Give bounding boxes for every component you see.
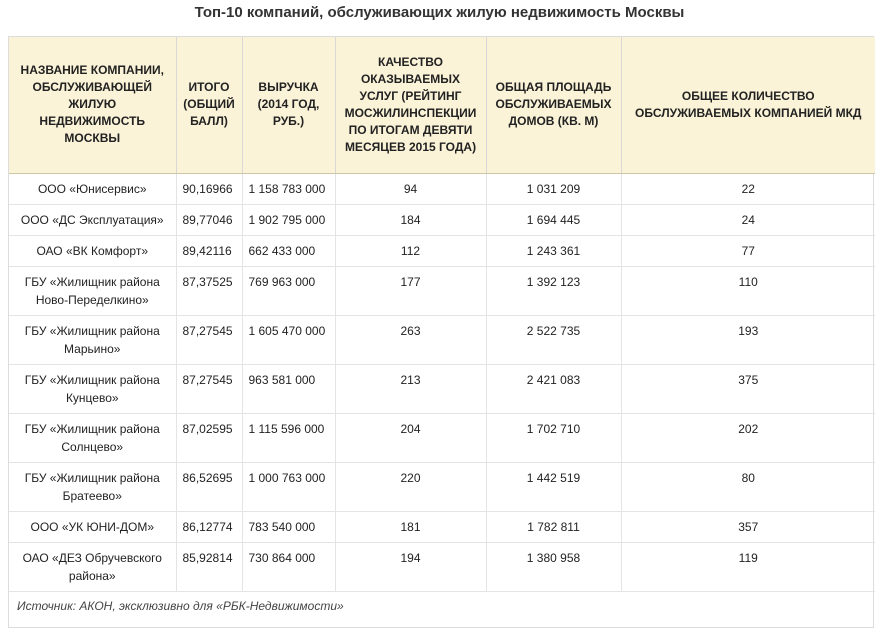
- cell-quality-rating: 177: [335, 266, 486, 315]
- cell-revenue: 963 581 000: [242, 364, 335, 413]
- cell-quality-rating: 94: [335, 173, 486, 204]
- table-row: [9, 462, 875, 511]
- ranking-table: [9, 37, 875, 620]
- cell-quality-rating: 181: [335, 511, 486, 542]
- cell-total-score: 86,52695: [176, 462, 242, 511]
- table-row: [9, 315, 875, 364]
- cell-total-score: 90,16966: [176, 173, 242, 204]
- cell-building-count: 24: [621, 204, 875, 235]
- cell-total-area: 1 694 445: [486, 204, 621, 235]
- cell-revenue: 1 000 763 000: [242, 462, 335, 511]
- cell-company-name: ООО «УК ЮНИ-ДОМ»: [9, 511, 176, 542]
- source-note-row: [9, 591, 875, 620]
- cell-company-name: ООО «ДС Эксплуатация»: [9, 204, 176, 235]
- cell-total-score: 87,02595: [176, 413, 242, 462]
- cell-total-area: 1 442 519: [486, 462, 621, 511]
- cell-total-area: 2 522 735: [486, 315, 621, 364]
- cell-quality-rating: 263: [335, 315, 486, 364]
- cell-building-count: 193: [621, 315, 875, 364]
- cell-building-count: 77: [621, 235, 875, 266]
- cell-total-score: 87,27545: [176, 315, 242, 364]
- table-row: [9, 364, 875, 413]
- column-header-company: НАЗВАНИЕ КОМПАНИИ, ОБСЛУЖИВАЮЩЕЙ ЖИЛУЮ НЕДВИЖИМОСТЬ МОСКВЫ: [9, 37, 176, 173]
- cell-revenue: 662 433 000: [242, 235, 335, 266]
- cell-company-name: ГБУ «Жилищник района Солнцево»: [9, 413, 176, 462]
- cell-revenue: 730 864 000: [242, 542, 335, 591]
- cell-building-count: 202: [621, 413, 875, 462]
- column-header-building-count: ОБЩЕЕ КОЛИЧЕСТВО ОБСЛУЖИВАЕМЫХ КОМПАНИЕЙ МКД: [621, 37, 875, 173]
- column-header-revenue: ВЫРУЧКА (2014 ГОД, РУБ.): [242, 37, 335, 173]
- cell-total-score: 86,12774: [176, 511, 242, 542]
- cell-company-name: ГБУ «Жилищник района Кунцево»: [9, 364, 176, 413]
- cell-building-count: 357: [621, 511, 875, 542]
- table-row: [9, 173, 875, 204]
- cell-total-area: 1 392 123: [486, 266, 621, 315]
- cell-quality-rating: 220: [335, 462, 486, 511]
- cell-total-area: 1 782 811: [486, 511, 621, 542]
- cell-company-name: ГБУ «Жилищник района Ново-Переделкино»: [9, 266, 176, 315]
- column-header-total-area: ОБЩАЯ ПЛОЩАДЬ ОБСЛУЖИВАЕМЫХ ДОМОВ (КВ. М): [486, 37, 621, 173]
- table-row: [9, 413, 875, 462]
- column-header-quality-rating: КАЧЕСТВО ОКАЗЫВАЕМЫХ УСЛУГ (РЕЙТИНГ МОСЖИЛИНСПЕКЦИИ ПО ИТОГАМ ДЕВЯТИ МЕСЯЦЕВ 2015 ГОДА): [335, 37, 486, 173]
- table-row: [9, 266, 875, 315]
- cell-total-area: 1 380 958: [486, 542, 621, 591]
- cell-company-name: ОАО «ДЕЗ Обручевского района»: [9, 542, 176, 591]
- cell-company-name: ГБУ «Жилищник района Братеево»: [9, 462, 176, 511]
- cell-revenue: 1 115 596 000: [242, 413, 335, 462]
- cell-quality-rating: 112: [335, 235, 486, 266]
- cell-total-area: 2 421 083: [486, 364, 621, 413]
- cell-quality-rating: 204: [335, 413, 486, 462]
- cell-building-count: 80: [621, 462, 875, 511]
- cell-building-count: 110: [621, 266, 875, 315]
- table-row: [9, 542, 875, 591]
- cell-total-score: 87,37525: [176, 266, 242, 315]
- header-row: [9, 37, 875, 173]
- cell-revenue: 783 540 000: [242, 511, 335, 542]
- cell-company-name: ОАО «ВК Комфорт»: [9, 235, 176, 266]
- cell-total-score: 85,92814: [176, 542, 242, 591]
- cell-quality-rating: 184: [335, 204, 486, 235]
- cell-revenue: 1 605 470 000: [242, 315, 335, 364]
- cell-building-count: 22: [621, 173, 875, 204]
- table-row: [9, 235, 875, 266]
- column-header-total-score: ИТОГО (ОБЩИЙ БАЛЛ): [176, 37, 242, 173]
- cell-building-count: 375: [621, 364, 875, 413]
- table-title: Топ-10 компаний, обслуживающих жилую недвижимость Москвы: [194, 4, 685, 21]
- table-row: [9, 204, 875, 235]
- cell-quality-rating: 194: [335, 542, 486, 591]
- ranking-table-container: [8, 36, 874, 628]
- table-row: [9, 511, 875, 542]
- cell-total-area: 1 243 361: [486, 235, 621, 266]
- cell-building-count: 119: [621, 542, 875, 591]
- cell-total-score: 87,27545: [176, 364, 242, 413]
- cell-company-name: ООО «Юнисервис»: [9, 173, 176, 204]
- cell-total-area: 1 702 710: [486, 413, 621, 462]
- source-note: Источник: АКОН, эксклюзивно для «РБК-Недвижимости»: [17, 598, 344, 613]
- cell-total-score: 89,42116: [176, 235, 242, 266]
- cell-total-score: 89,77046: [176, 204, 242, 235]
- cell-revenue: 769 963 000: [242, 266, 335, 315]
- cell-quality-rating: 213: [335, 364, 486, 413]
- table-body: [9, 173, 875, 620]
- cell-company-name: ГБУ «Жилищник района Марьино»: [9, 315, 176, 364]
- cell-total-area: 1 031 209: [486, 173, 621, 204]
- cell-revenue: 1 158 783 000: [242, 173, 335, 204]
- cell-revenue: 1 902 795 000: [242, 204, 335, 235]
